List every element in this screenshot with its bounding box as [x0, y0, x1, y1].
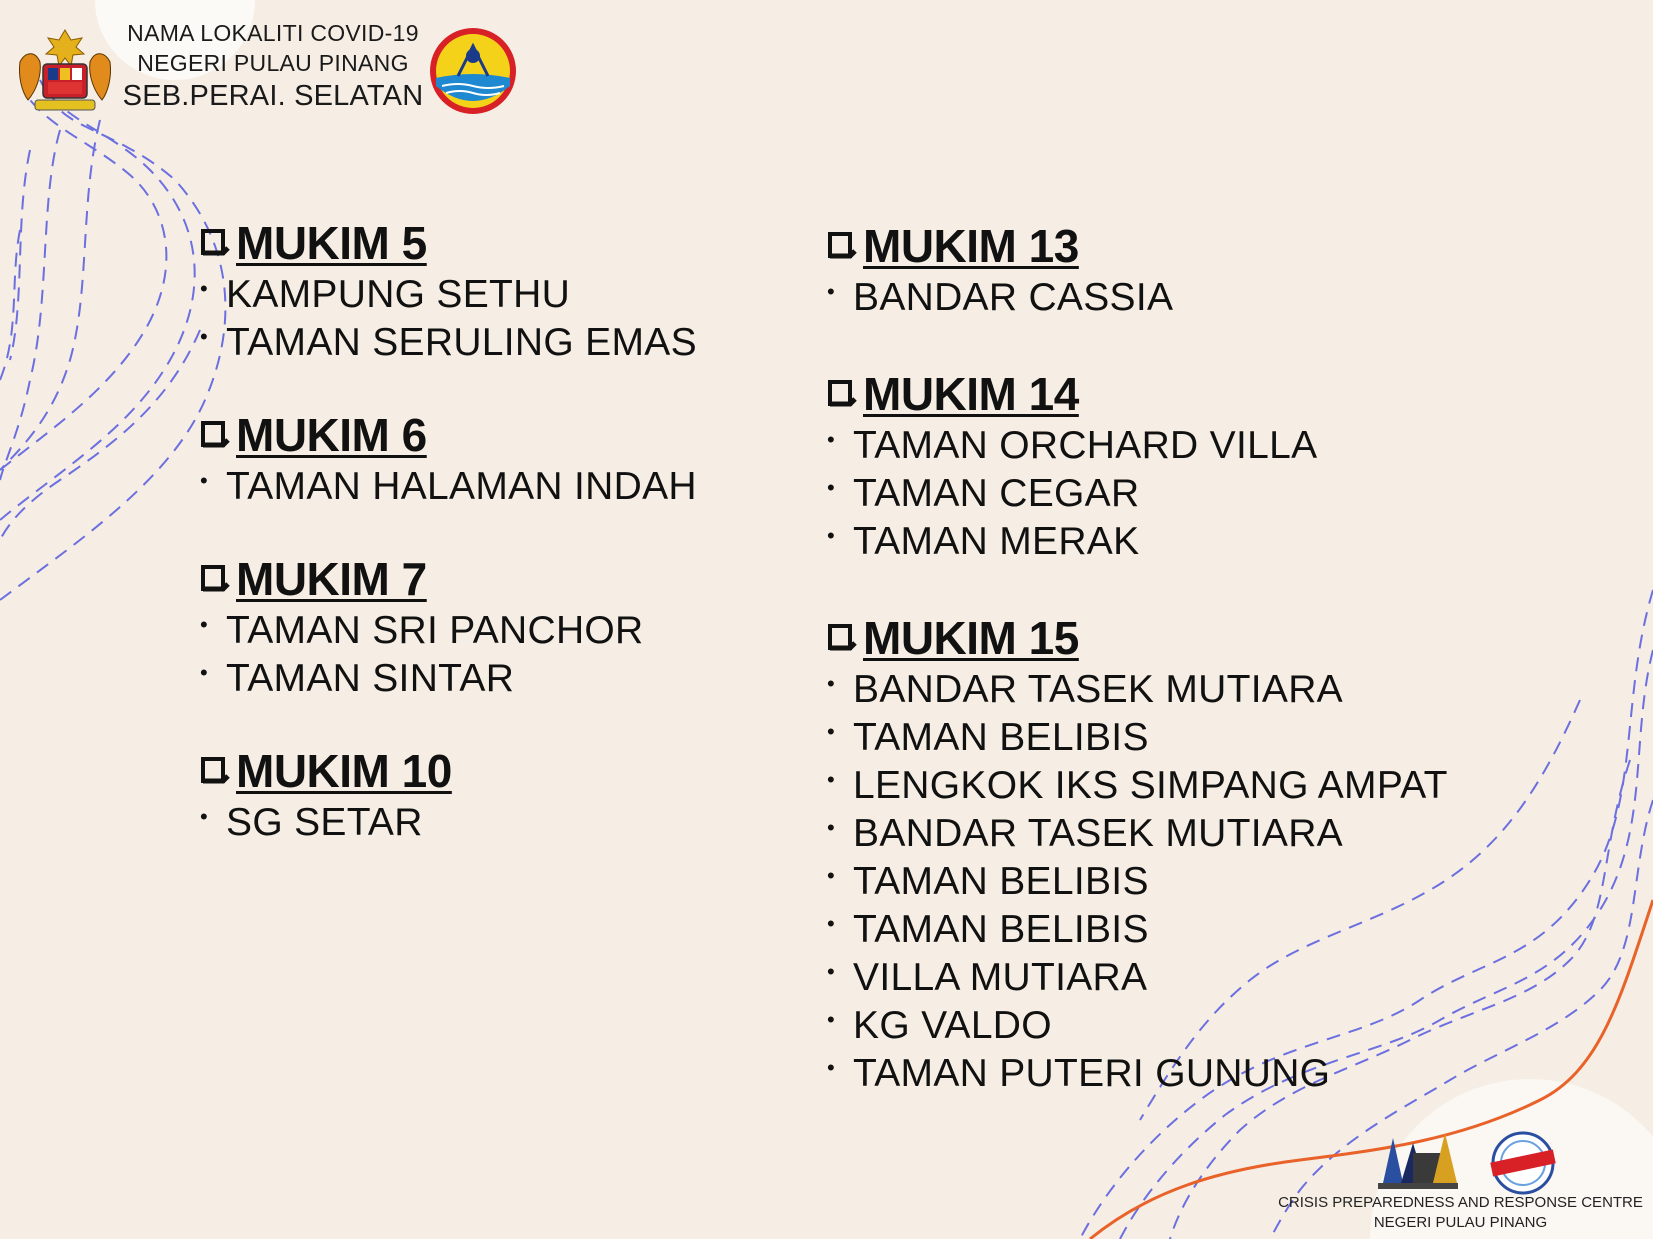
checkbox-icon [200, 225, 230, 261]
list-item [200, 799, 760, 847]
bullet-icon: • [200, 612, 209, 637]
locality-name: TAMAN BELIBIS [853, 716, 1149, 759]
list-item [827, 954, 1587, 1002]
list-item [827, 810, 1587, 858]
mukim-heading-label: MUKIM 10 [236, 745, 452, 797]
list-item [827, 906, 1587, 954]
bullet-icon: • [827, 911, 836, 936]
locality-name: TAMAN MERAK [853, 520, 1140, 563]
bullet-icon: • [827, 523, 836, 548]
list-item [200, 655, 760, 703]
bullet-icon: • [827, 719, 836, 744]
header [0, 0, 540, 125]
bullet-icon: • [827, 1007, 836, 1032]
bullet-icon: • [200, 660, 209, 685]
locality-name: SG SETAR [226, 801, 423, 844]
bullet-icon: • [200, 804, 209, 829]
locality-name: LENGKOK IKS SIMPANG AMPAT [853, 764, 1448, 807]
footer [1268, 1128, 1653, 1239]
locality-name: TAMAN HALAMAN INDAH [226, 465, 697, 508]
list-item [200, 463, 760, 511]
locality-name: BANDAR CASSIA [853, 276, 1174, 319]
list-item [827, 470, 1587, 518]
bullet-icon: • [827, 279, 836, 304]
locality-name: TAMAN BELIBIS [853, 860, 1149, 903]
locality-name: BANDAR TASEK MUTIARA [853, 668, 1343, 711]
coat-of-arms-logo [10, 22, 120, 117]
mukim-heading [200, 743, 760, 799]
checkbox-icon [827, 620, 857, 656]
mukim-section [827, 218, 1587, 322]
bullet-icon: • [827, 671, 836, 696]
mukim-heading-label: MUKIM 15 [863, 612, 1079, 664]
bullet-icon: • [827, 475, 836, 500]
bullet-icon: • [200, 468, 209, 493]
list-item [827, 762, 1587, 810]
bullet-icon: • [200, 276, 209, 301]
bullet-icon: • [827, 767, 836, 792]
checkbox-icon [827, 228, 857, 264]
bullet-icon: • [200, 324, 209, 349]
mukim-section [200, 215, 760, 367]
mukim-heading [827, 366, 1587, 422]
list-item [827, 274, 1587, 322]
mukim-heading [827, 610, 1587, 666]
mukim-heading [200, 551, 760, 607]
locality-name: TAMAN SRI PANCHOR [226, 609, 644, 652]
locality-name: TAMAN ORCHARD VILLA [853, 424, 1318, 467]
footer-line1: CRISIS PREPAREDNESS AND RESPONSE CENTRE [1278, 1194, 1643, 1211]
bullet-icon: • [827, 959, 836, 984]
locality-name: TAMAN BELIBIS [853, 908, 1149, 951]
mukim-section [200, 743, 760, 847]
header-district: SEB.PERAI. SELATAN [122, 80, 424, 112]
list-item [827, 518, 1587, 566]
mukim-section [200, 551, 760, 703]
mukim-section [827, 610, 1587, 1098]
locality-name: KAMPUNG SETHU [226, 273, 571, 316]
checkbox-icon [200, 417, 230, 453]
locality-name: VILLA MUTIARA [853, 956, 1148, 999]
list-item [200, 607, 760, 655]
cprc-logos [1373, 1128, 1573, 1198]
bullet-icon: • [827, 815, 836, 840]
locality-name: TAMAN SINTAR [226, 657, 515, 700]
mukim-heading-label: MUKIM 14 [863, 368, 1079, 420]
state-seal-logo [428, 26, 518, 116]
header-title-line2: NEGERI PULAU PINANG [137, 50, 409, 76]
locality-name: TAMAN PUTERI GUNUNG [853, 1052, 1331, 1095]
mukim-heading [827, 218, 1587, 274]
locality-name: KG VALDO [853, 1004, 1052, 1047]
locality-name: TAMAN CEGAR [853, 472, 1140, 515]
header-title-line1: NAMA LOKALITI COVID-19 [127, 20, 419, 46]
list-item [827, 422, 1587, 470]
checkbox-icon [827, 376, 857, 412]
mukim-section [200, 407, 760, 511]
bullet-icon: • [827, 1055, 836, 1080]
mukim-heading-label: MUKIM 5 [236, 217, 427, 269]
checkbox-icon [200, 753, 230, 789]
mukim-heading-label: MUKIM 7 [236, 553, 427, 605]
list-item [827, 1050, 1587, 1098]
list-item [827, 1002, 1587, 1050]
footer-line2: NEGERI PULAU PINANG [1373, 1214, 1548, 1231]
bullet-icon: • [827, 863, 836, 888]
right-column [827, 218, 1587, 1098]
checkbox-icon [200, 561, 230, 597]
locality-name: BANDAR TASEK MUTIARA [853, 812, 1343, 855]
mukim-heading-label: MUKIM 13 [863, 220, 1079, 272]
list-item [200, 319, 760, 367]
bullet-icon: • [827, 427, 836, 452]
footer-organization [1268, 1193, 1653, 1233]
list-item [200, 271, 760, 319]
list-item [827, 666, 1587, 714]
mukim-heading-label: MUKIM 6 [236, 409, 427, 461]
header-title [118, 18, 428, 114]
mukim-heading [200, 407, 760, 463]
left-column [200, 215, 760, 847]
list-item [827, 714, 1587, 762]
locality-name: TAMAN SERULING EMAS [226, 321, 697, 364]
list-item [827, 858, 1587, 906]
mukim-section [827, 366, 1587, 566]
mukim-heading [200, 215, 760, 271]
